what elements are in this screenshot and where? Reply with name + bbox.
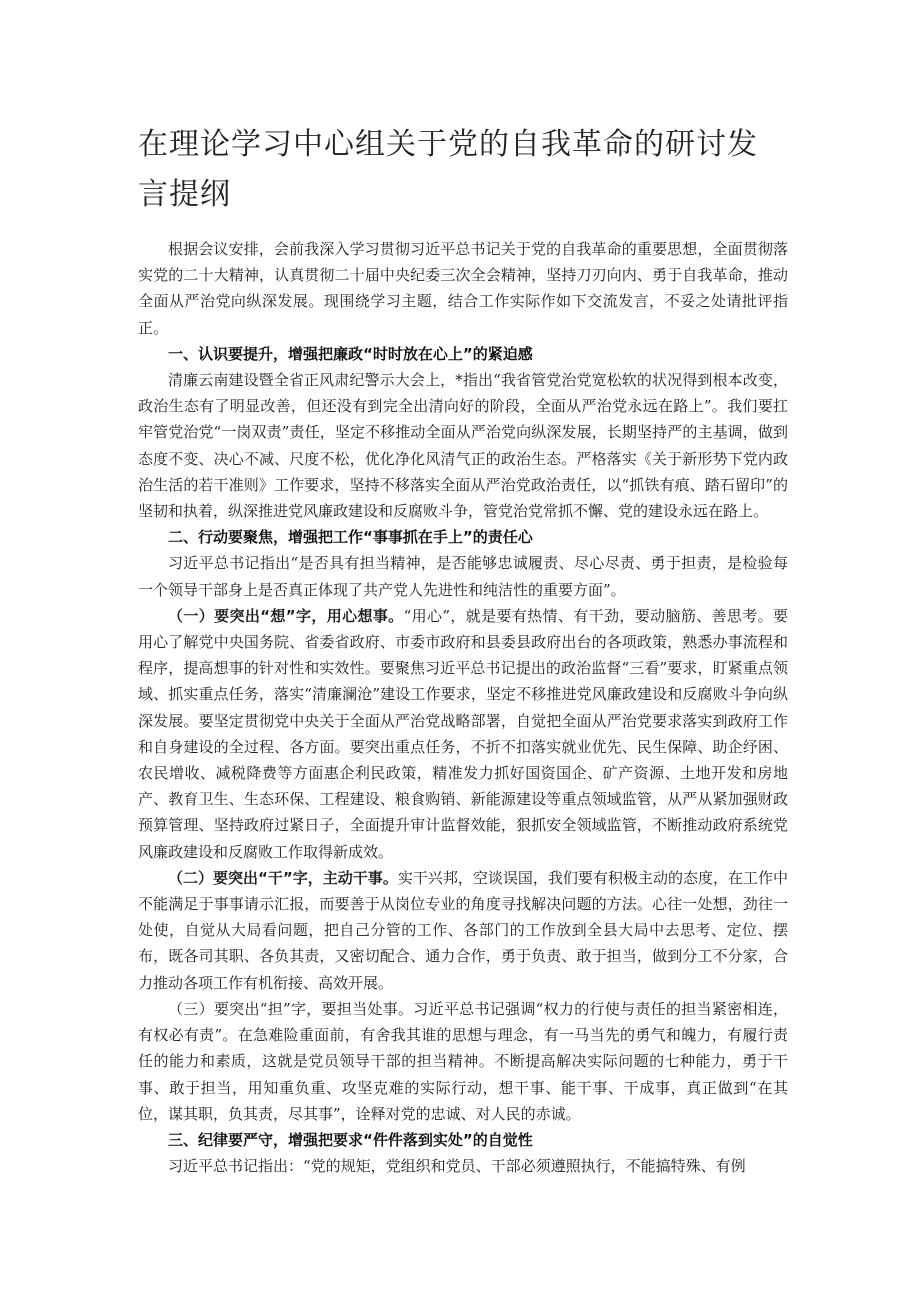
section-2-heading: 二、行动要聚焦，增强把工作“事事抓在手上”的责任心: [168, 528, 533, 547]
section-2-item-2: [138, 865, 788, 996]
section-1-heading: 一、认识要提升，增强把廉政“时时放在心上”的紧迫感: [168, 344, 533, 363]
intro-paragraph: 根据会议安排，会前我深入学习贯彻习近平总书记关于党的自我革命的重要思想，全面贯彻落实党的二十大精神，认真贯彻二十届中央纪委三次全会精神，坚持刀刃向内、勇于自我革命，推动全面从严治党向纵深发展。现围绕学习主题，结合工作实际作如下交流发言，不妥之处请批评指正。: [138, 240, 788, 337]
section-2-item-3: （三）要突出“担”字，要担当处事。习近平总书记强调“权力的行使与责任的担当紧密相连，有权必有责”。在急难险重面前，有舍我其谁的思想与理念，有一马当先的勇气和魄力，有履行责任的能力和素质，这就是党员领导干部的担当精神。不断提高解决实际问题的七种能力，勇于干事、敢于担当，用知重负重、攻坚克难的实际行动，想干事、能干事、干成事，真正做到“在其位，谋其职，负其责，尽其事”，诠释对党的忠诚、对人民的赤诚。: [138, 999, 788, 1123]
item-2-body: 实干兴邦，空谈误国，我们要有积极主动的态度，在工作中不能满足于事事请示汇报，而要善于从岗位专业的角度寻找解决问题的方法。心往一处想，劲往一处使，自觉从大局看问题，把自己分管的工作、各部门的工作放到全县大局中去思考、定位、摆布，既各司其职、各负其责，又密切配合、通力合作，勇于负责、敢于担当，做到分工不分家，合力推动各项工作有机衔接、高效开展。: [138, 868, 788, 992]
section-2-item-1: [138, 603, 788, 865]
document-page: [138, 120, 788, 1179]
item-1-lead: （一）要突出“想”字，用心想事。: [168, 606, 404, 625]
section-1-body: 清廉云南建设暨全省正风肃纪警示大会上，*指出“我省管党治党宽松软的状况得到根本改变，政治生态有了明显改善，但还没有到完全出清向好的阶段，全面从严治党永远在路上”。我们要扛牢管党治党“一岗双责”责任，坚定不移推动全面从严治党向纵深发展，长期坚持严的主基调，做到态度不变、决心不减、尺度不松，优化净化风清气正的政治生态。严格落实《关于新形势下党内政治生活的若干准则》工作要求，坚持不移落实全面从严治党政治责任，以“抓铁有痕、踏石留印”的坚韧和执着，纵深推进党风廉政建设和反腐败斗争，管党治党常抓不懈、党的建设永远在路上。: [138, 371, 788, 521]
section-3-heading: 三、纪律要严守，增强把要求“件件落到实处”的自觉性: [168, 1130, 533, 1149]
section-3-body: 习近平总书记指出：“党的规矩，党组织和党员、干部必须遵照执行，不能搞特殊、有例: [168, 1157, 746, 1176]
document-title: 在理论学习中心组关于党的自我革命的研讨发言提纲: [138, 127, 758, 212]
item-2-lead: （二）要突出“干”字，主动干事。: [168, 868, 398, 887]
item-1-body: “用心”，就是要有热情、有干劲，要动脑筋、善思考。要用心了解党中央国务院、省委省政府、市委市政府和县委县政府出台的各项政策，熟悉办事流程和程序，提高想事的针对性和实效性。要聚焦习近平总书记提出的政治监督“三看”要求，盯紧重点领域、抓实重点任务，落实“清廉澜沧”建设工作要求，坚定不移推进党风廉政建设和反腐败斗争向纵深发展。要坚定贯彻党中央关于全面从严治党战略部署，自觉把全面从严治党要求落实到政府工作和自身建设的全过程、各方面。要突出重点任务，不折不扣落实就业优先、民生保障、助企纾困、农民增收、减税降费等方面惠企利民政策，精准发力抓好国资国企、矿产资源、土地开发和房地产、教育卫生、生态环保、工程建设、粮食购销、新能源建设等重点领域监管，从严从紧加强财政预算管理、坚持政府过紧日子，全面提升审计监督效能，狠抓安全领域监管，不断推动政府系统党风廉政建设和反腐败工作取得新成效。: [138, 606, 789, 861]
section-2-body: 习近平总书记指出“是否具有担当精神，是否能够忠诚履责、尽心尽责、勇于担责，是检验每一个领导干部身上是否真正体现了共产党人先进性和纯洁性的重要方面”。: [138, 554, 788, 599]
